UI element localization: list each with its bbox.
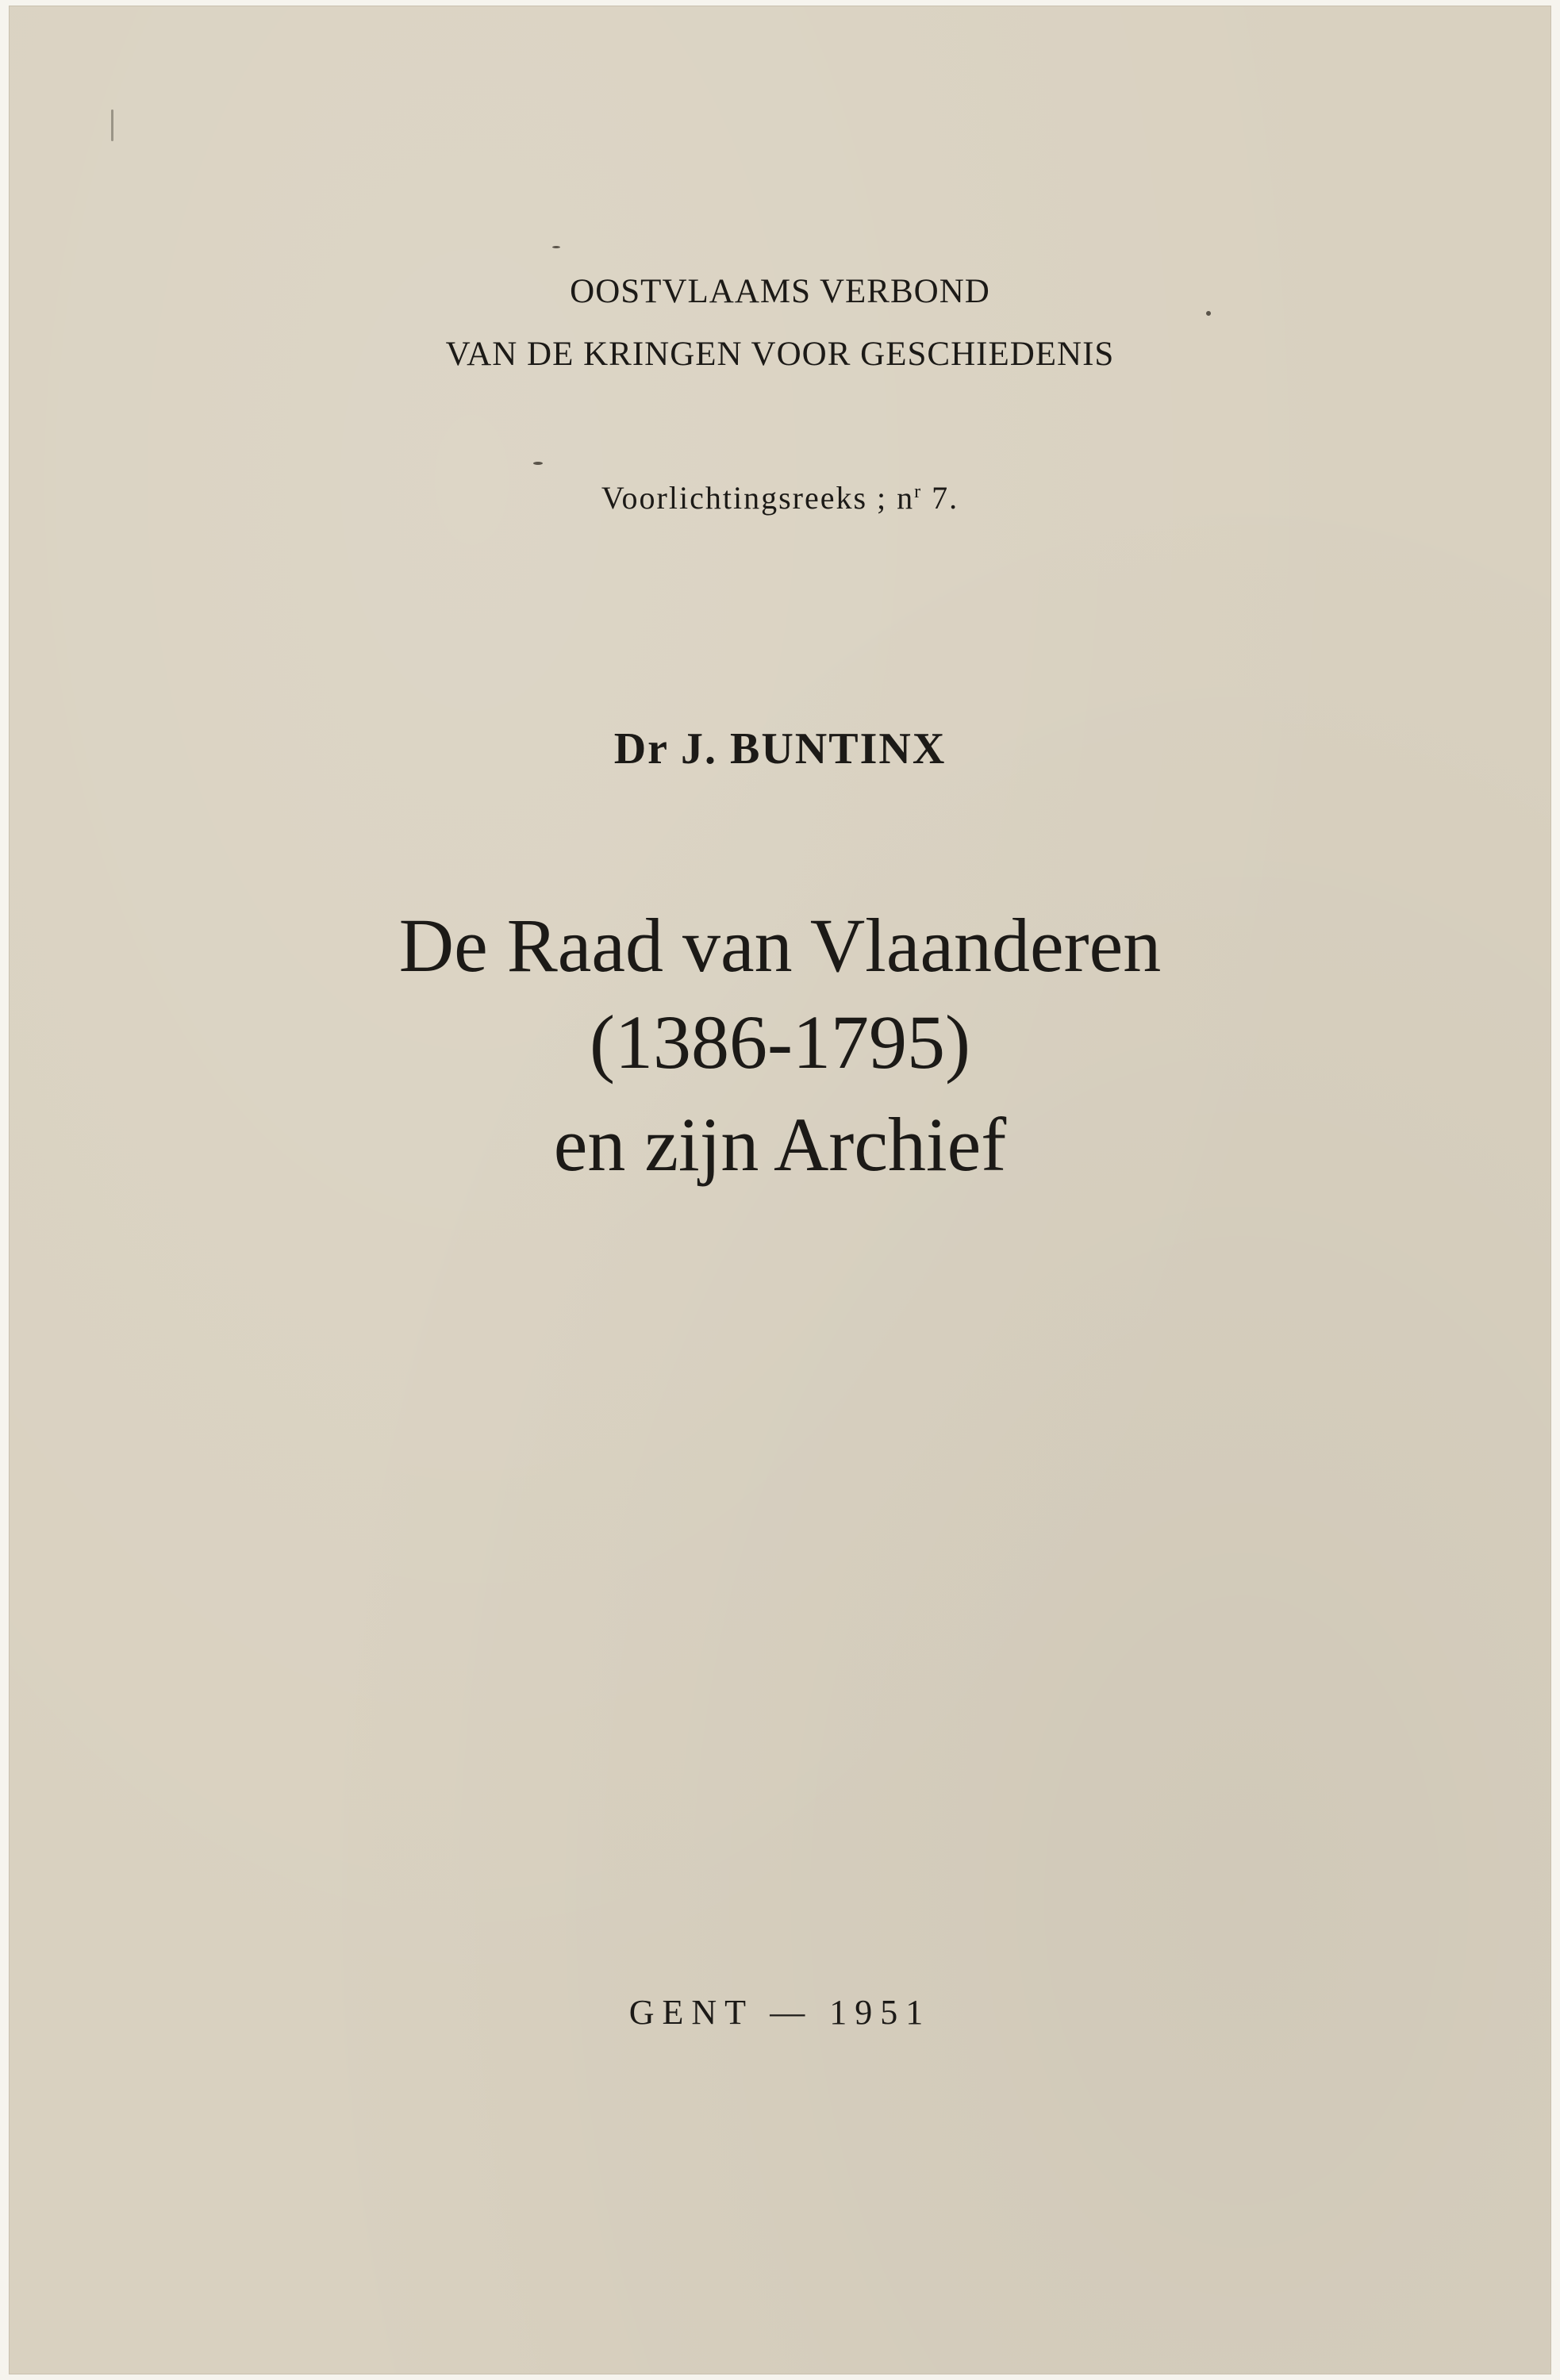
title-page bbox=[10, 6, 1550, 2374]
series-number-suffix: r bbox=[914, 482, 923, 502]
book-title-line-1: De Raad van Vlaanderen bbox=[398, 903, 1162, 988]
book-title-line-3: en zijn Archief bbox=[553, 1102, 1007, 1187]
paper-speck bbox=[533, 462, 543, 465]
paper-speck bbox=[1206, 311, 1211, 316]
series-name: Voorlichtingsreeks ; n bbox=[601, 480, 915, 516]
publisher-subtitle: VAN DE KRINGEN VOOR GESCHIEDENIS bbox=[445, 336, 1115, 373]
paper-speck bbox=[552, 246, 560, 248]
series-label bbox=[10, 479, 1550, 516]
book-title-line-2: (1386-1795) bbox=[590, 1000, 970, 1084]
series-number: 7. bbox=[922, 480, 959, 516]
publisher-name: OOSTVLAAMS VERBOND bbox=[570, 273, 990, 310]
paper-speck bbox=[111, 109, 113, 141]
author-name: Dr J. BUNTINX bbox=[613, 724, 947, 774]
imprint: GENT — 1951 bbox=[628, 1993, 932, 2032]
